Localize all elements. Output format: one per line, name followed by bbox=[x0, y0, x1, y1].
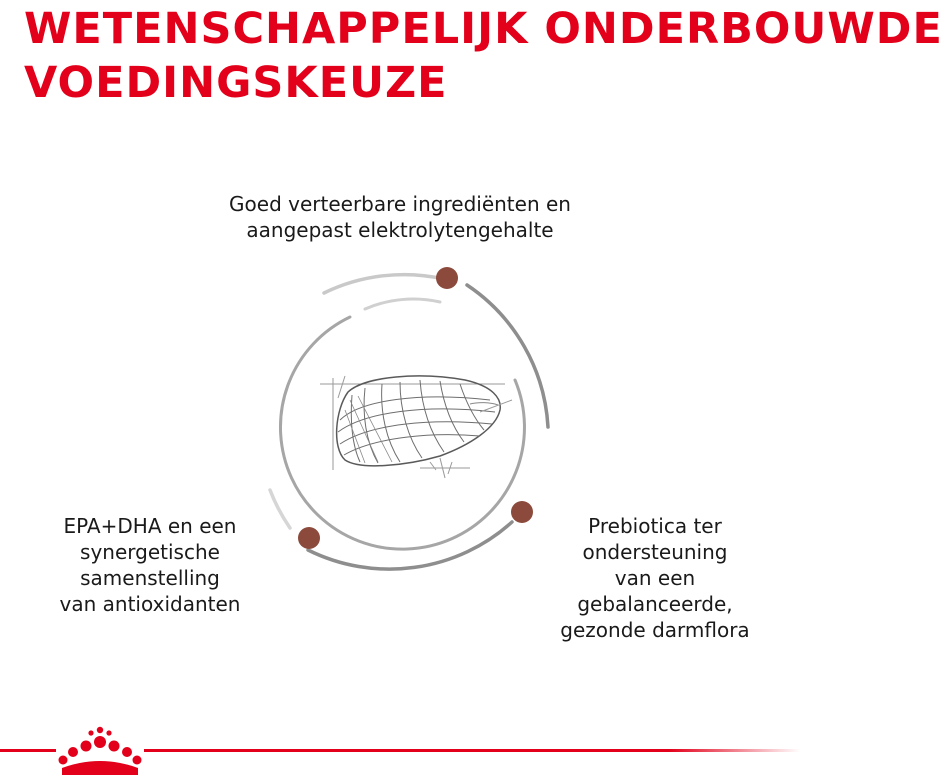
outer-ring-arc-top bbox=[324, 275, 444, 293]
outer-ring-arc-right bbox=[467, 285, 548, 427]
benefit-prebiotics-line-3: van een bbox=[614, 566, 696, 590]
benefit-prebiotics bbox=[530, 513, 780, 643]
benefit-digestibility bbox=[200, 191, 600, 243]
outer-ring-arc-bottom bbox=[308, 522, 512, 569]
benefit-prebiotics-line-2: ondersteuning bbox=[582, 540, 728, 564]
benefit-dot-top bbox=[436, 267, 458, 289]
benefit-prebiotics-line-1: Prebiotica ter bbox=[588, 514, 722, 538]
footer-red-line-right bbox=[144, 749, 800, 752]
inner-ring-arc-main bbox=[280, 317, 524, 549]
benefit-dot-left bbox=[298, 527, 320, 549]
kibble-sketch-icon bbox=[320, 376, 512, 478]
benefit-prebiotics-line-5: gezonde darmflora bbox=[560, 618, 750, 642]
benefit-epa-dha-line-3: samenstelling bbox=[80, 566, 220, 590]
benefit-digestibility-line-2: aangepast elektrolytengehalte bbox=[246, 218, 554, 242]
footer-red-line-left bbox=[0, 749, 56, 752]
benefit-epa-dha bbox=[20, 513, 280, 617]
page-title-line-1: WETENSCHAPPELIJK ONDERBOUWDE bbox=[24, 4, 943, 54]
crown-logo-icon bbox=[59, 727, 142, 775]
benefit-epa-dha-line-4: van antioxidanten bbox=[59, 592, 241, 616]
inner-ring-arc-top bbox=[365, 299, 440, 309]
benefit-digestibility-line-1: Goed verteerbare ingrediënten en bbox=[229, 192, 571, 216]
benefit-epa-dha-line-2: synergetische bbox=[80, 540, 220, 564]
footer-brand-bar bbox=[0, 720, 800, 775]
benefit-prebiotics-line-4: gebalanceerde, bbox=[577, 592, 733, 616]
outer-ring bbox=[270, 275, 548, 570]
benefit-epa-dha-line-1: EPA+DHA en een bbox=[63, 514, 237, 538]
page-title-line-2: VOEDINGSKEUZE bbox=[24, 58, 448, 108]
